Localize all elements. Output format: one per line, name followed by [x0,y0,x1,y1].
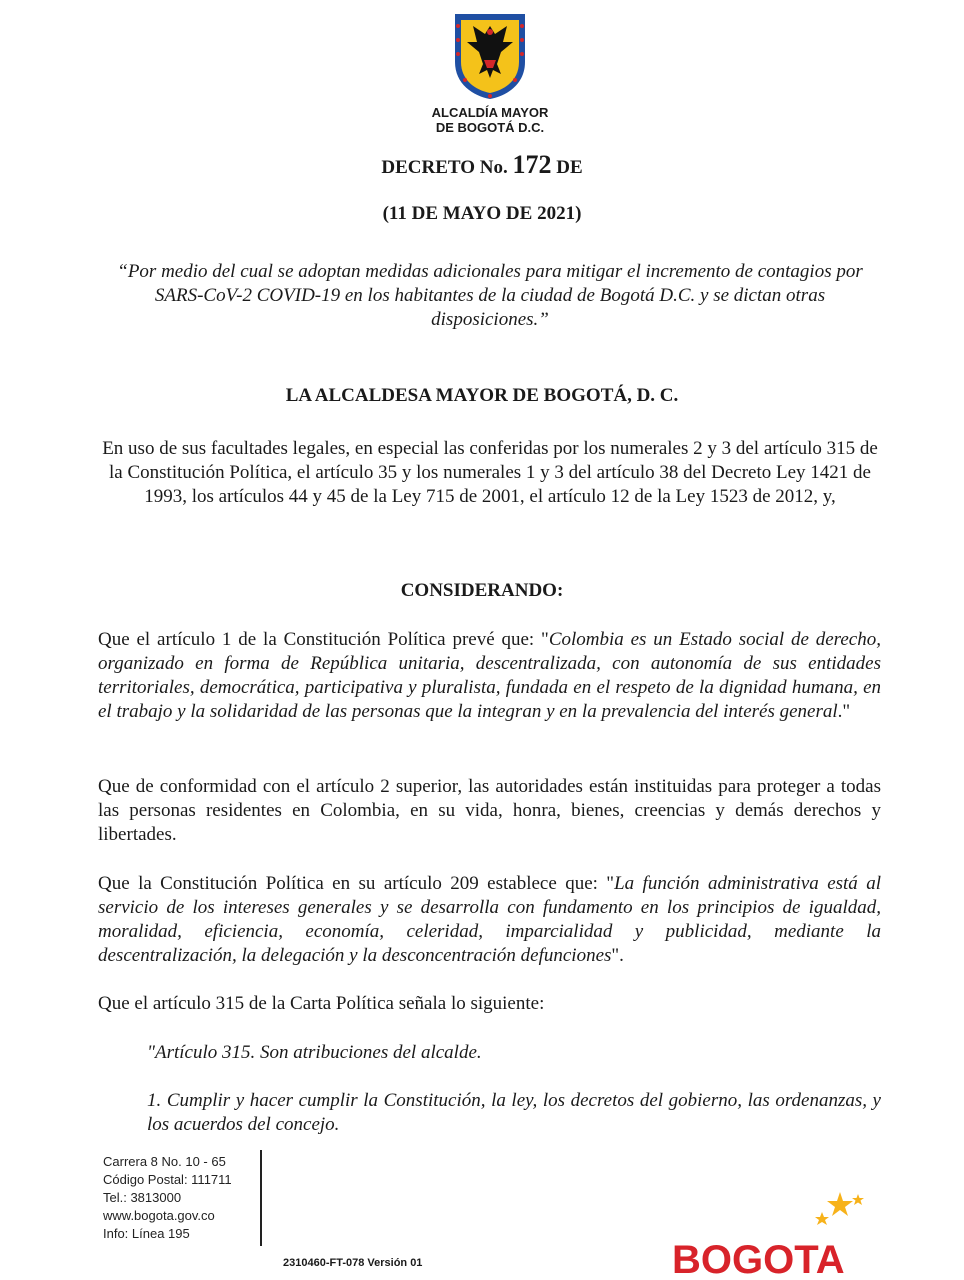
p1-tail: ." [837,701,851,722]
paragraph-article-209 [98,872,881,968]
organization-name [380,105,600,135]
decree-prefix: DECRETO No. [381,157,508,178]
issuer-heading: LA ALCALDESA MAYOR DE BOGOTÁ, D. C. [285,385,679,406]
contact-info [103,1153,263,1243]
coat-of-arms-icon [451,12,529,100]
form-code: 2310460-FT-078 Versión 01 [283,1257,423,1269]
paragraph-article-2: Que de conformidad con el artículo 2 superior, las autoridades están instituidas para proteger a todas las personas residentes en Colombia, en su vida, honra, bienes, creencias y demás derechos y libertades. [98,776,881,845]
p3-tail: ". [611,945,624,966]
paragraph-article-315: Que el artículo 315 de la Carta Política señala lo siguiente: [98,993,545,1014]
org-line-2: DE BOGOTÁ D.C. [435,120,545,135]
contact-info-line: Info: Línea 195 [103,1226,190,1241]
p3-lead: Que la Constitución Política en su artículo 209 establece que: " [98,873,615,894]
considerando-heading: CONSIDERANDO: [400,580,564,601]
p1-lead: Que el artículo 1 de la Constitución Política prevé que: " [98,629,549,650]
legal-powers-paragraph: En uso de sus facultades legales, en especial las conferidas por los numerales 2 y 3 del artículo 315 de la Constitución Política, el artículo 35 y los numerales 1 y 3 del artículo 38 del Decreto Ley 1421 de 1993, los artículos 44 y 45 de la Ley 715 de 2001, el artículo 12 de la Ley 1523 de 2012, y, [102,438,878,507]
contact-web: www.bogota.gov.co [103,1208,215,1223]
p3-quote: La función administrativa está al servicio de los intereses generales y se desarrolla con fundamento en los principios de igualdad, moralidad, eficiencia, economía, celeridad, imparcialidad y publicidad, mediante la descentralización, la delegación y la desconcentración defunciones [98,873,881,966]
contact-address: Carrera 8 No. 10 - 65 [103,1154,226,1169]
paragraph-article-1 [98,628,881,724]
quote-article-315-heading: "Artículo 315. Son atribuciones del alcalde. [147,1042,482,1063]
p1-quote: Colombia es un Estado social de derecho, organizado en forma de República unitaria, descentralizada, con autonomía de sus entidades territoriales, democrática, participativa y pluralista, fundada en el respeto de la dignidad humana, en el trabajo y la solidaridad de las personas que la integran y en la prevalencia del interés general [98,629,881,722]
decree-date: (11 DE MAYO DE 2021) [382,203,582,224]
org-line-1: ALCALDÍA MAYOR [431,105,549,120]
contact-phone: Tel.: 3813000 [103,1190,182,1205]
footer-divider [260,1150,262,1246]
quote-article-315-item-1: 1. Cumplir y hacer cumplir la Constitución, la ley, los decretos del gobierno, las ordenanzas, y los acuerdos del concejo. [147,1090,881,1135]
bogota-logo-text: BOGOTA [672,1238,845,1278]
decree-suffix: DE [556,157,583,178]
decree-title [0,150,964,180]
decree-number: 172 [512,150,552,179]
decree-subject: “Por medio del cual se adoptan medidas adicionales para mitigar el incremento de contagios por SARS-CoV-2 COVID-19 en los habitantes de la ciudad de Bogotá D.C. y se dictan otras disposiciones.” [117,261,863,330]
contact-postal: Código Postal: 111711 [103,1172,232,1187]
bogota-star-logo [672,1188,872,1278]
